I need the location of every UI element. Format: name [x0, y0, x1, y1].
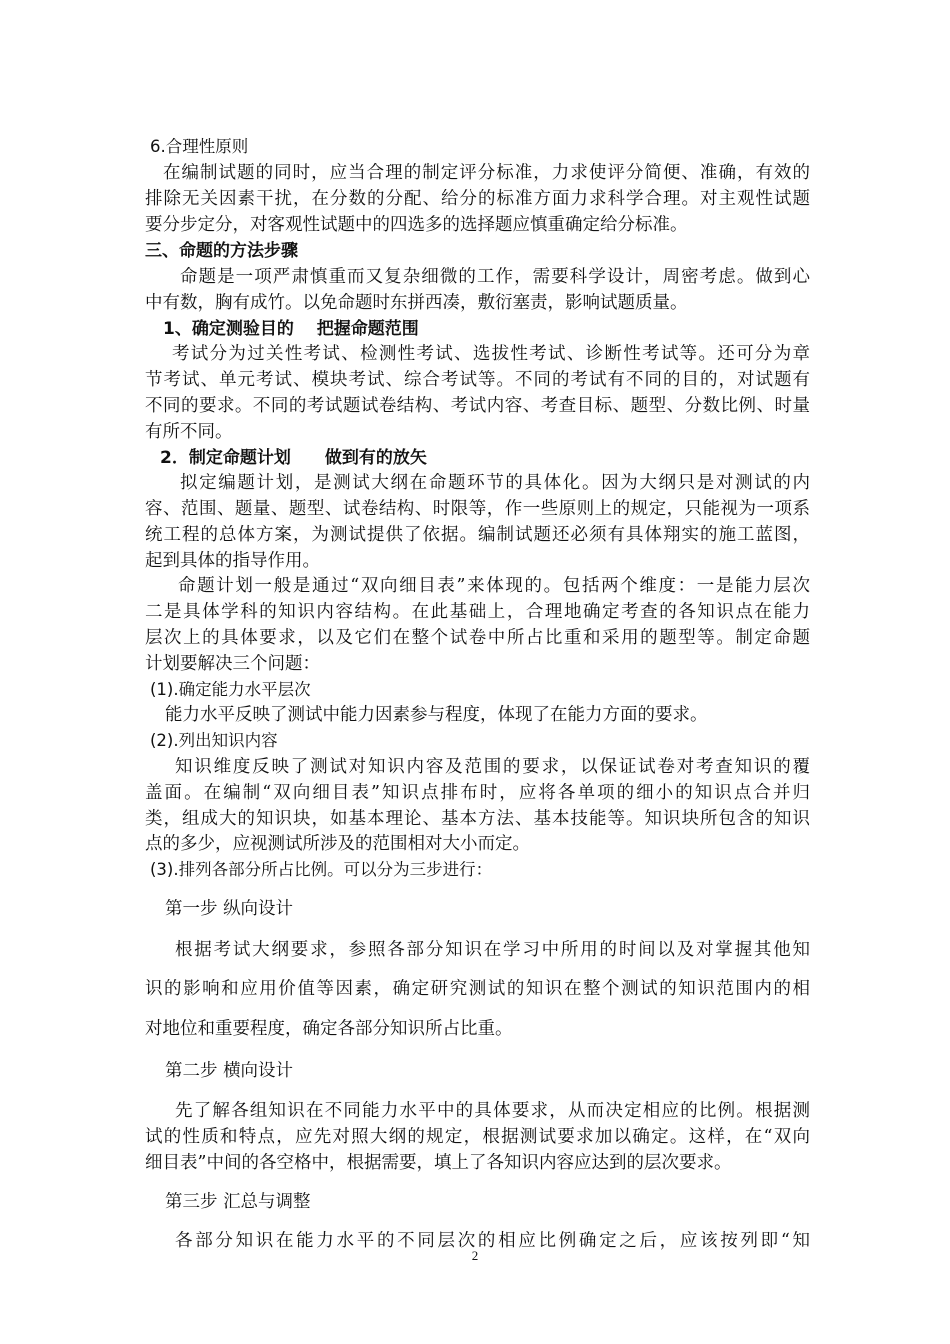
text-line: 类，组成大的知识块，如基本理论、基本方法、基本技能等。知识块所包含的知识	[145, 809, 810, 829]
text-line: 统工程的总体方案，为测试提供了依据。编制试题还必须有具体翔实的施工蓝图，	[145, 525, 810, 545]
text-line: 知识维度反映了测试对知识内容及范围的要求，以保证试卷对考查知识的覆	[175, 757, 810, 777]
text-line: 有所不同。	[145, 422, 233, 442]
text-line: 盖面。在编制“双向细目表”知识点排布时，应将各单项的细小的知识点合并归	[145, 783, 810, 803]
text-line: 不同的要求。不同的考试题试卷结构、考试内容、考查目标、题型、分数比例、时量	[145, 396, 810, 416]
text-line: 中有数，胸有成竹。以免命题时东拼西凑，敷衍塞责，影响试题质量。	[145, 293, 688, 313]
section-heading: 2．制定命题计划 做到有的放矢	[160, 448, 427, 468]
text-line: 识的影响和应用价值等因素，确定研究测试的知识在整个测试的知识范围内的相	[145, 979, 810, 999]
text-line: 点的多少，应视测试所涉及的范围相对大小而定。	[145, 834, 530, 854]
text-line: 节考试、单元考试、模块考试、综合考试等。不同的考试有不同的目的，对试题有	[145, 370, 810, 390]
text-line: 考试分为过关性考试、检测性考试、选拔性考试、诊断性考试等。还可分为章	[172, 344, 810, 364]
text-line: 能力水平反映了测试中能力因素参与程度，体现了在能力方面的要求。	[165, 705, 708, 725]
text-line: 先了解各组知识在不同能力水平中的具体要求，从而决定相应的比例。根据测	[175, 1101, 810, 1121]
text-line: 细目表”中间的各空格中，根据需要，填上了各知识内容应达到的层次要求。	[145, 1153, 732, 1173]
text-line: 要分步定分，对客观性试题中的四选多的选择题应慎重确定给分标准。	[145, 215, 688, 235]
text-line: 计划要解决三个问题：	[145, 654, 320, 674]
text-line: 第一步 纵向设计	[165, 899, 294, 919]
text-line: 命题计划一般是通过“双向细目表”来体现的。包括两个维度：一是能力层次	[178, 576, 810, 596]
text-line: 6.合理性原则	[150, 137, 249, 156]
text-line: 命题是一项严肃慎重而又复杂细微的工作，需要科学设计，周密考虑。做到心	[180, 267, 810, 287]
text-line: 根据考试大纲要求，参照各部分知识在学习中所用的时间以及对掌握其他知	[175, 940, 810, 960]
text-line: (1).确定能力水平层次	[150, 680, 311, 699]
text-line: 第二步 横向设计	[165, 1061, 294, 1081]
text-line: 拟定编题计划，是测试大纲在命题环节的具体化。因为大纲只是对测试的内	[180, 473, 810, 493]
text-line: 二是具体学科的知识内容结构。在此基础上，合理地确定考查的各知识点在能力	[145, 602, 810, 622]
section-heading: 1、确定测验目的 把握命题范围	[163, 319, 419, 339]
text-line: 试的性质和特点，应先对照大纲的规定，根据测试要求加以确定。这样，在“双向	[145, 1127, 810, 1147]
text-line: 在编制试题的同时，应当合理的制定评分标准，力求使评分简便、准确，有效的	[163, 163, 810, 183]
text-line: 各部分知识在能力水平的不同层次的相应比例确定之后，应该按列即“知	[175, 1231, 810, 1251]
text-line: 对地位和重要程度，确定各部分知识所占比重。	[145, 1019, 513, 1039]
section-heading: 三、命题的方法步骤	[145, 241, 298, 261]
text-line: 层次上的具体要求，以及它们在整个试卷中所占比重和采用的题型等。制定命题	[145, 628, 810, 648]
text-line: (3).排列各部分所占比例。可以分为三步进行：	[150, 860, 493, 879]
text-line: (2).列出知识内容	[150, 731, 278, 750]
text-line: 容、范围、题量、题型、试卷结构、时限等，作一些原则上的规定，只能视为一项系	[145, 499, 810, 519]
page-number: 2	[471, 1248, 479, 1263]
text-line: 排除无关因素干扰，在分数的分配、给分的标准方面力求科学合理。对主观性试题	[145, 189, 810, 209]
text-line: 第三步 汇总与调整	[165, 1192, 311, 1212]
text-line: 起到具体的指导作用。	[145, 551, 320, 571]
